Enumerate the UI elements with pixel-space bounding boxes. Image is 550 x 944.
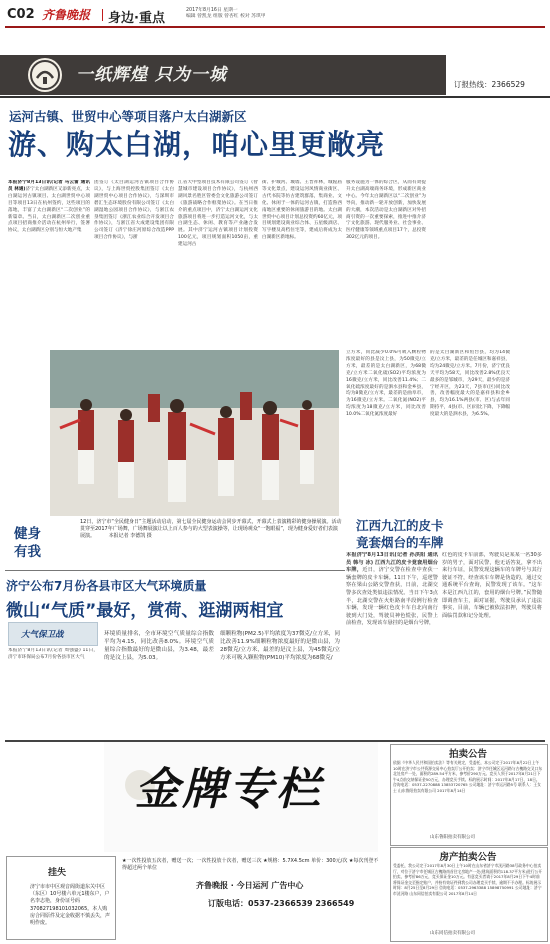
header-editors: 编辑 曾凯龙 组版 曾杏红 校对 苏琪甲 — [186, 14, 266, 20]
air-column-cont-2: 的是太白湖新区和鱼台县，均为14微克/立方米，最差的是任城区和嘉祥县，均为24微克/立方米。7月份，济宁优良天平均为58天，同比改善2.8%优良天最多的是邹城市，为29天，最少的是济宁经开区，为23天，7县市(区)同比改善，改善幅度最大的是嘉祥县和金乡县，均为16.1%两县(市、区)与去年同期持平，4县(市、区)同比下降，下降幅度最大的是泗水县，为6.5%。 — [430, 350, 510, 418]
ad-title: 金牌专栏 — [135, 764, 323, 815]
air-column-cont-1: 立方米，同比减少0.0%可吸入颗粒物浓度最好的县是汶上县，为50微克/立方米，最差的是太白湖新区，为68微克/立方米二氧化硫(SO2)平均浓度为16微克/立方米，同比改善11.4%；二氧化硫浓度最好的是泗水县和金乡县，均为8微克/立方米，最差的是曲阜市，为16微克/立方米。二氧化氮(NO2)平均浓度为18微克/立方米，同比改善10.0%二氧化氮浓度最好 — [346, 350, 426, 418]
photo-caption — [80, 519, 342, 541]
ad-brand: 齐鲁晚报 · 今日运河 广告中心 — [196, 881, 304, 890]
property-auction-company: 山东同信拍卖有限公司 — [430, 931, 475, 936]
newspaper-logo: 齐鲁晚报 — [42, 8, 91, 22]
auction-title: 拍卖公告 — [448, 749, 487, 760]
subscription-hotline: 订报热线：2366529 — [454, 80, 525, 89]
jiujiang-col1-text: 近日，济宁交警在检查中查获一辆套牌的皮卡车辆。11日下午，巡逻警察在梁山公路交警查获，日前，北湖交警多次查处类似违法情况。当日下午3点半，北湖交警在火炬路南半段例行检查车辆，发现一辆红色皮卡车自北向南行驶到大门处，驾驶员神色慌张，民警上前检查，发现该车悬挂的是烟台号牌， — [346, 567, 438, 627]
jiujiang-byline: 本报济宁8月13日讯(记者 孙洪阳 通讯员 韩与 冰) 江西九江的皮卡竟套用烟台车牌， — [346, 552, 438, 574]
lost-notice-body: 济宁市市中区观音阁街道东关中区（东区）10号楼六单元1楼东户，户名李志艳，身份证号码370827198101032065。本人购房合同原件及定金收据不慎丢失，声明作废。 — [30, 884, 111, 927]
lead-column-3: 江省大中型项目技术有限公司签订《智慧城市建设项目合作协议》，与杭州西湖风景名胜区管委会文化旅游公司签订《旅游战略合作框架协议》。在当日推介的重点项目中，济宁太白湖运河文化旅游项目将进一步打造运河文化，与太白湖生态、休闲、教育等产业融合发展。其中济宁运河古镇项目计划投资100亿元，项目规划面积1050亩，重建运河古 — [178, 180, 258, 248]
lead-column-1 — [8, 180, 90, 342]
page-number: C02 — [7, 7, 35, 22]
banner-slogan: 一纸辉煌 只为一城 — [76, 65, 227, 85]
ad-terms: ★一次性投放五次者，赠送一次；一次性投放十次者，赠送三次 ★规格：5.7X4.5cm 单价：300元/次 ★每次刊登不得超过两个单位 — [122, 858, 379, 872]
photo-caption-text: 12日，济宁市“全民健身日”主题活动启动，第七届全民健身运动会同步开幕式，开幕式上表演精彩的健身操展演。活动贯穿至2017年广场舞，广场舞展演让以上百人参与的大型表演操等，让现场观众“一饱眼福”，现为健身爱好者们表演展演。 — [80, 519, 342, 540]
header-rule — [5, 26, 545, 28]
air-story-col-2: 环境质量排名，全市环境空气质量综合指数平均为4.15，同比改善8.0%。环境空气质量综合指数最好的是微山县，为3.48，最差的是汶上县，为5.03。 — [104, 631, 214, 661]
air-story-col-3: 细颗粒物(PM2.5)平均浓度为37微克/立方米，同比改善11.9%细颗粒物浓度最好的是微山县，为28微克/立方米，最差的是汶上县，为45微克/立方米可吸入颗粒物(PM10)平均浓度为68微克/ — [220, 631, 340, 661]
banner-rule — [0, 96, 550, 98]
ad-phone: 订版电话：0537-2366539 2366549 — [208, 899, 355, 908]
photo-title: 健身有我 — [14, 526, 41, 560]
jiujiang-head-2: 竟套烟台的车牌 — [356, 535, 444, 550]
lead-byline: 本报济宁8月13日讯(记者 马云雷 通讯员 林通) — [8, 180, 90, 192]
section-title: 身边·重点 — [108, 11, 165, 26]
air-badge-label: 大气保卫战 — [21, 630, 64, 640]
jiujiang-column-2: 红色的皮卡车前部，驾驶员是某某一名30多岁的男子，面对民警，他无话答复，拿不出来行车证，民警发现这辆车的车牌号与其行驶证不符，经查该车车牌是伪造的，通过交通系统平台查询，民警发现了该车。“这车本是江西九江的，套用的烟台号牌。”民警随即调查车主，面对证据，驾驶员承认了违法事实，目前，车辆已被依法扣押，驾驶员将面临罚款和记分处理。 — [442, 552, 542, 619]
lead-column-5: 服务设施为一体的综合区，从而有效提升太白湖高端商务环境，形成新区商业中心。今年太白湖新区以“二次创业”为导向，推动新一轮开放创新，加快发展的大潮，本次活动是太白湖新区对外招商引资的一次重要探索，推进中推介济宁文化旅游、现代服务业、社会事业、医疗健康等领域重点项目17个，总投资302亿元的项目。 — [346, 180, 426, 241]
air-badge — [8, 622, 98, 646]
air-story-head: 济宁公布7月份各县市区大气环境质量 — [6, 579, 207, 593]
lost-notice-title: 挂失 — [48, 868, 67, 878]
fitness-photo — [50, 350, 339, 516]
header-meta — [186, 8, 396, 21]
jiujiang-head-1: 江西九江的皮卡 — [356, 518, 444, 533]
lead-column-2: 团签订《太白湖运河古镇项目合作协议》，与上海世贸控股集团签订《太白湖世贸中心项目合作协议》，与深圳市碧汇生态环境股份有限公司签订《太白湖湿地公园项目合作协议》，与浙江农垦集团签订《浙江农业综合开发项目合作协议》，与浙江省大成建设集团有限公司签订《济宁徐庄河原综合改造PPP项目合作协议》，与浙 — [94, 180, 174, 241]
lead-headline: 游、购太白湖，咱心里更敞亮 — [8, 128, 386, 161]
photo-credit: 本报记者 李德凯 摄 — [108, 533, 152, 540]
header-date: 2017年8月16日 星期一 — [186, 8, 238, 13]
lead-column-4: 街、护城河、城墙、王晋祥林，城隍庙等文化景点，建设运河风情商业街区、古代书院等仿古建筑群落，集商业、文化、休闲于一体的运河古镇，打造鲁西南地区重要的休闲旅游目的地。太白湖世贸中心项目计划总投资约60亿元，项目规划建设商业综合体、五星级酒店、写字楼及高档住宅等，建成后将成为太白湖新区新地标。 — [262, 180, 342, 241]
property-auction-body: 受委托，我公司定于2017年8月30日上午10时在山东省济宁市洸河路38号政务中心拍卖厅，对位于济宁市任城区古槐路南首住宅房地产一处(建筑面积约118.37平方米)进行公开拍卖，参考价86万元，竞买保证金10万元。有意竞买者请于2017年8月29日下午4时前将保证金交至指定账户，并持有效证件到我公司办理竞买手续，逾期不予办理。标的展示时间：8月25日至8月29日 咨询电话：0537-2963388 15898750991 公司地址：济宁市洸河路 山东同信拍卖有限公司 2017年8月14日 — [393, 863, 543, 896]
lead-col1-text: 济宁太白湖新区又添新亮点，太白湖运河古镇项目、太白湖世贸中心项目等项目13日在杭州签约，这些项目的落地，丰富了太白湖新区“二次创业”的新篇章。当日，太白湖新区二次创业重点项目招商推介活动在杭州举行，签署协议，太白湖新区分别与恒大地产集 — [8, 186, 90, 234]
section-divider — [5, 570, 345, 571]
property-auction-title: 房产拍卖公告 — [439, 852, 497, 863]
emblem-icon — [28, 58, 62, 92]
auction-company: 山东鲁阳拍卖有限公司 — [430, 835, 475, 840]
header-separator — [102, 9, 103, 21]
auction-body: 依据《中华人民共和国拍卖法》等有关规定，受委托，本公司定于2017年8月22日上午10时在济宁市公共资源交易中心拍卖厅公开拍卖：济宁市任城区运河路与古槐路交叉口东北处房产一处，面积约289.54平方米，参考价290万元。竞买人须于2017年8月21日下午4点前交纳保证金50万元，办理竞买手续。标的展示时间：2017年8月17日、18日。咨询电话：0537-2270888 13853720765 公司地址：济宁市运河路5号 联系人：王女士 山东鲁阳拍卖有限公司 2017年8月14日 — [393, 760, 543, 793]
air-story-title: 微山“气质”最好，赏荷、逛湖两相宜 — [6, 601, 284, 621]
jiujiang-column-1 — [346, 552, 438, 738]
lead-kicker: 运河古镇、世贸中心等项目落户太白湖新区 — [9, 109, 247, 124]
air-byline: 本报济宁8月13日讯(记者 周强盛) 11日，济宁市环保局公布7月份各县市区大气 — [8, 648, 98, 660]
